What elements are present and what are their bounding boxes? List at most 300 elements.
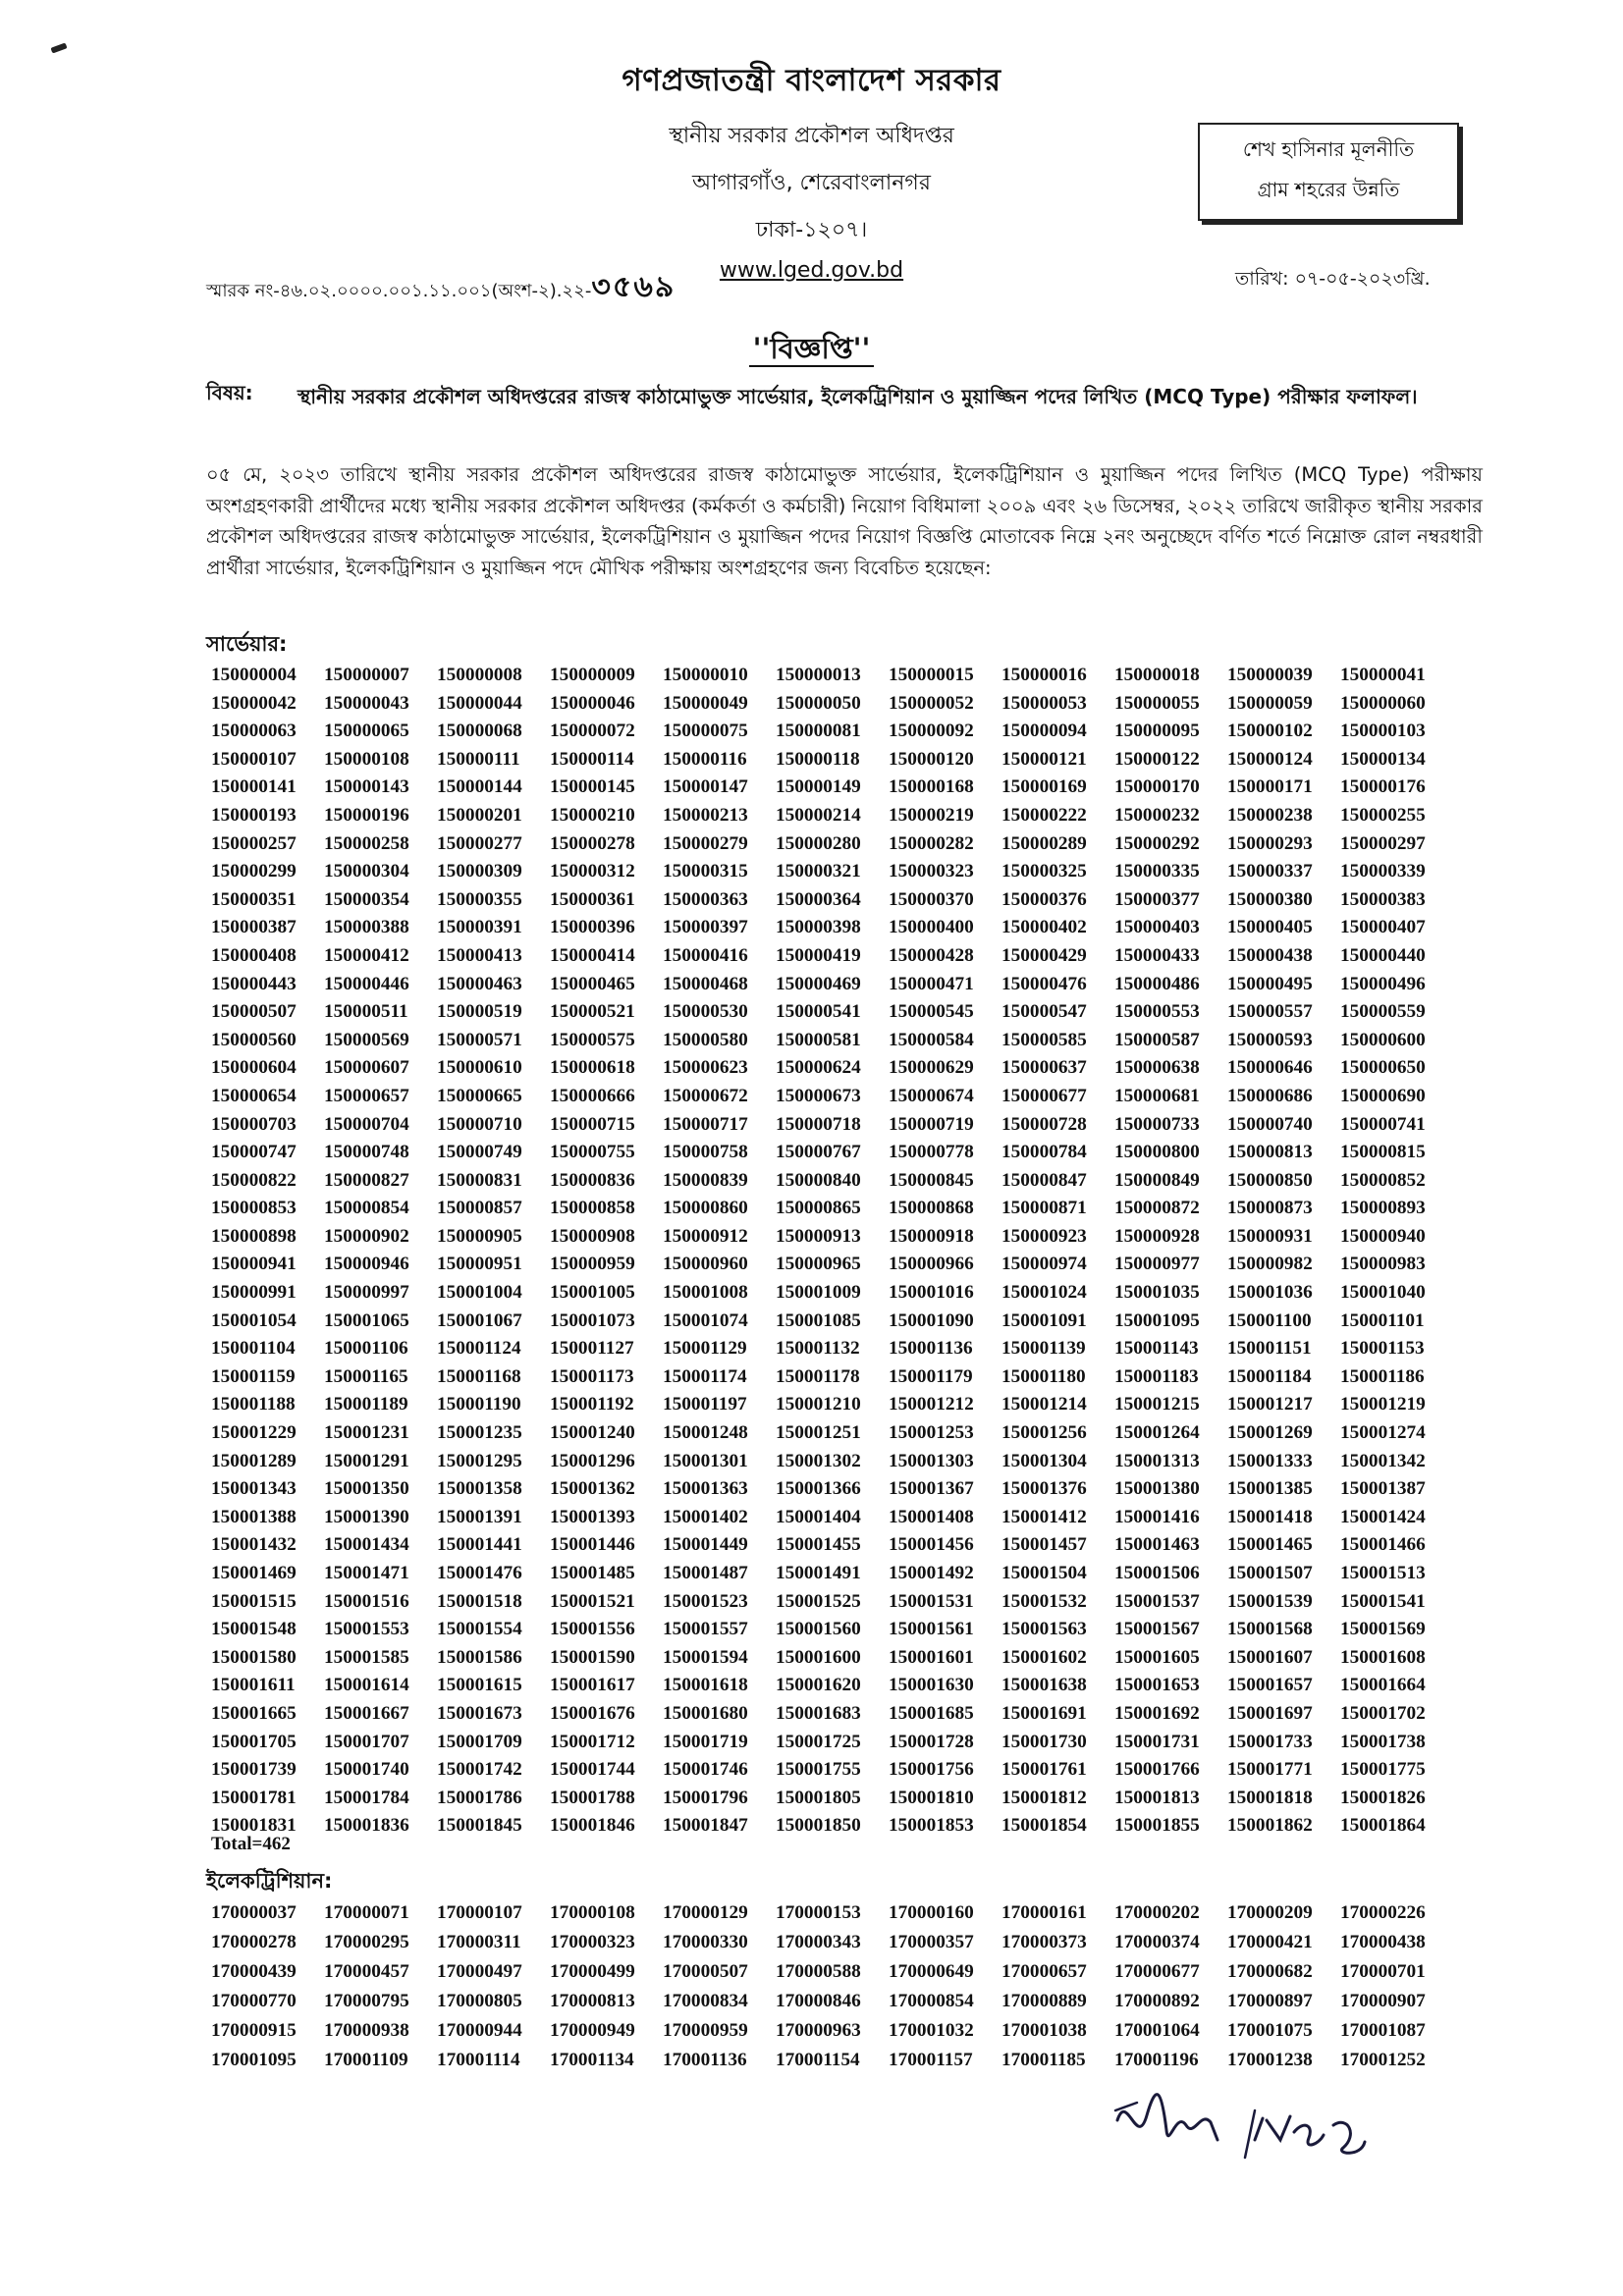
surveyor-roll-number: 150000733 [1114, 1113, 1200, 1135]
surveyor-roll-number: 150001362 [550, 1478, 635, 1500]
surveyor-roll-number: 150001301 [663, 1450, 748, 1471]
surveyor-roll-row [211, 1391, 1488, 1419]
surveyor-roll-number: 150001358 [437, 1478, 522, 1500]
surveyor-roll-number: 150000170 [1114, 776, 1200, 798]
surveyor-roll-number: 150001054 [211, 1309, 297, 1331]
surveyor-roll-number: 150000928 [1114, 1225, 1200, 1247]
surveyor-roll-number: 150000991 [211, 1282, 297, 1304]
surveyor-roll-number: 150001513 [1340, 1563, 1426, 1583]
electrician-roll-number: 170000226 [1340, 1902, 1426, 1923]
surveyor-roll-number: 150000960 [663, 1254, 748, 1275]
surveyor-roll-number: 150001506 [1114, 1563, 1200, 1583]
surveyor-roll-number: 150001180 [1001, 1365, 1086, 1387]
surveyor-roll-number: 150001683 [776, 1702, 861, 1724]
surveyor-roll-number: 150000255 [1340, 804, 1426, 826]
surveyor-roll-number: 150001614 [324, 1675, 409, 1696]
surveyor-roll-number: 150001040 [1340, 1282, 1426, 1304]
surveyor-roll-number: 150000408 [211, 944, 297, 966]
surveyor-roll-number: 150000827 [324, 1169, 409, 1191]
surveyor-roll-number: 150001168 [437, 1365, 521, 1387]
surveyor-heading: সার্ভেয়ার: [206, 632, 288, 656]
surveyor-roll-number: 150001730 [1001, 1731, 1087, 1752]
surveyor-roll-number: 150001136 [889, 1338, 973, 1360]
surveyor-roll-number: 150000072 [550, 721, 635, 742]
surveyor-roll-number: 150000321 [776, 861, 861, 882]
surveyor-roll-number: 150001457 [1001, 1534, 1087, 1556]
surveyor-roll-number: 150001746 [663, 1759, 748, 1781]
surveyor-roll-number: 150001302 [776, 1450, 861, 1471]
surveyor-roll-number: 150001818 [1227, 1787, 1313, 1808]
scan-mark [50, 42, 67, 53]
surveyor-roll-number: 150000849 [1114, 1169, 1200, 1191]
surveyor-roll-number: 150000778 [889, 1142, 974, 1163]
surveyor-roll-number: 150000413 [437, 944, 522, 966]
memo-reference [206, 263, 676, 313]
surveyor-roll-number: 150001786 [437, 1787, 522, 1808]
surveyor-roll-number: 150001165 [324, 1365, 408, 1387]
surveyor-roll-number: 150000905 [437, 1225, 522, 1247]
surveyor-roll-number: 150000412 [324, 944, 409, 966]
surveyor-roll-number: 150000476 [1001, 973, 1087, 994]
surveyor-roll-number: 150000169 [1001, 776, 1087, 798]
surveyor-roll-number: 150000530 [663, 1001, 748, 1023]
surveyor-roll-number: 150000965 [776, 1254, 861, 1275]
surveyor-roll-row [211, 1279, 1488, 1308]
surveyor-roll-number: 150000521 [550, 1001, 635, 1023]
surveyor-roll-number: 150000690 [1340, 1085, 1426, 1106]
electrician-roll-list [211, 1898, 1488, 2075]
surveyor-roll-number: 150000337 [1227, 861, 1313, 882]
surveyor-roll-number: 150000118 [776, 748, 860, 770]
surveyor-roll-row [211, 1531, 1488, 1560]
surveyor-roll-number: 150001016 [889, 1282, 974, 1304]
surveyor-roll-number: 150001568 [1227, 1619, 1313, 1640]
surveyor-roll-row [211, 1195, 1488, 1223]
surveyor-roll-number: 150000469 [776, 973, 861, 994]
electrician-roll-number: 170000311 [437, 1932, 521, 1952]
surveyor-roll-number: 150001132 [776, 1338, 860, 1360]
surveyor-roll-number: 150001556 [550, 1619, 635, 1640]
electrician-roll-number: 170000897 [1227, 1991, 1313, 2011]
electrician-roll-row [211, 1957, 1488, 1987]
surveyor-roll-number: 150001507 [1227, 1563, 1313, 1583]
electrician-roll-number: 170000959 [663, 2020, 748, 2041]
surveyor-roll-number: 150000908 [550, 1225, 635, 1247]
surveyor-roll-number: 150000681 [1114, 1085, 1200, 1106]
surveyor-roll-number: 150001471 [324, 1563, 409, 1583]
surveyor-roll-number: 150000560 [211, 1029, 297, 1050]
electrician-roll-number: 170001252 [1340, 2050, 1426, 2070]
surveyor-roll-number: 150000553 [1114, 1001, 1200, 1023]
surveyor-roll-number: 150000124 [1227, 748, 1313, 770]
surveyor-roll-number: 150000997 [324, 1282, 409, 1304]
surveyor-roll-number: 150001256 [1001, 1422, 1087, 1444]
surveyor-roll-number: 150000898 [211, 1225, 297, 1247]
surveyor-roll-number: 150000440 [1340, 944, 1426, 966]
surveyor-roll-number: 150000677 [1001, 1085, 1087, 1106]
electrician-roll-row [211, 1928, 1488, 1957]
surveyor-roll-number: 150001836 [324, 1815, 409, 1837]
surveyor-roll-number: 150001771 [1227, 1759, 1313, 1781]
surveyor-roll-number: 150000370 [889, 888, 974, 910]
surveyor-roll-row [211, 1419, 1488, 1448]
surveyor-roll-number: 150001269 [1227, 1422, 1313, 1444]
surveyor-roll-number: 150000741 [1340, 1113, 1426, 1135]
surveyor-roll-number: 150000982 [1227, 1254, 1313, 1275]
surveyor-roll-row [211, 1308, 1488, 1336]
surveyor-roll-number: 150001342 [1340, 1450, 1426, 1471]
surveyor-roll-number: 150001153 [1340, 1338, 1425, 1360]
surveyor-roll-number: 150000946 [324, 1254, 409, 1275]
surveyor-roll-number: 150001515 [211, 1590, 297, 1612]
surveyor-roll-number: 150000219 [889, 804, 974, 826]
surveyor-roll-number: 150000822 [211, 1169, 297, 1191]
surveyor-roll-number: 150001412 [1001, 1506, 1087, 1527]
surveyor-roll-number: 150000400 [889, 917, 974, 938]
electrician-roll-number: 170000963 [776, 2020, 861, 2041]
surveyor-roll-number: 150000354 [324, 888, 409, 910]
surveyor-roll-number: 150001586 [437, 1646, 522, 1668]
surveyor-roll-number: 150000134 [1340, 748, 1426, 770]
surveyor-roll-number: 150001229 [211, 1422, 297, 1444]
surveyor-roll-number: 150001248 [663, 1422, 748, 1444]
surveyor-roll-number: 150001653 [1114, 1675, 1200, 1696]
surveyor-roll-number: 150000728 [1001, 1113, 1087, 1135]
surveyor-roll-number: 150001197 [663, 1394, 747, 1415]
surveyor-roll-number: 150000013 [776, 665, 861, 685]
surveyor-roll-number: 150001600 [776, 1646, 861, 1668]
surveyor-roll-number: 150000571 [437, 1029, 522, 1050]
surveyor-roll-number: 150001416 [1114, 1506, 1200, 1527]
surveyor-roll-number: 150001854 [1001, 1815, 1087, 1837]
surveyor-roll-number: 150000902 [324, 1225, 409, 1247]
surveyor-roll-number: 150001813 [1114, 1787, 1200, 1808]
surveyor-roll-number: 150001393 [550, 1506, 635, 1527]
surveyor-roll-number: 150001531 [889, 1590, 974, 1612]
surveyor-roll-number: 150000629 [889, 1057, 974, 1079]
surveyor-roll-number: 150000873 [1227, 1198, 1313, 1219]
address-line-1: আগারগাঁও, শেরেবাংলানগর [692, 171, 931, 195]
surveyor-roll-number: 150000391 [437, 917, 522, 938]
surveyor-roll-number: 150000747 [211, 1142, 297, 1163]
surveyor-roll-row [211, 662, 1488, 690]
surveyor-roll-number: 150001697 [1227, 1702, 1313, 1724]
electrician-roll-number: 170001064 [1114, 2020, 1200, 2041]
surveyor-roll-row [211, 998, 1488, 1027]
surveyor-roll-number: 150000718 [776, 1113, 861, 1135]
surveyor-roll-number: 150000065 [324, 721, 409, 742]
electrician-roll-number: 170000944 [437, 2020, 522, 2041]
surveyor-roll-number: 150000959 [550, 1254, 635, 1275]
surveyor-roll-number: 150000396 [550, 917, 635, 938]
electrician-roll-number: 170000438 [1340, 1932, 1426, 1952]
surveyor-roll-number: 150001231 [324, 1422, 409, 1444]
surveyor-roll-number: 150000845 [889, 1169, 974, 1191]
surveyor-roll-number: 150001657 [1227, 1675, 1313, 1696]
electrician-roll-number: 170000421 [1227, 1932, 1313, 1952]
surveyor-roll-number: 150001525 [776, 1590, 861, 1612]
memo-handwritten-number: ৩৫৬৯ [591, 270, 676, 304]
electrician-roll-number: 170000915 [211, 2020, 297, 2041]
surveyor-roll-number: 150000122 [1114, 748, 1200, 770]
surveyor-roll-number: 150000355 [437, 888, 522, 910]
subject-text: স্থানীয় সরকার প্রকৌশল অধিদপ্তরের রাজস্ব কাঠামোভুক্ত সার্ভেয়ার, ইলেকট্রিশিয়ান ও মুয়াজ্জিন পদের লিখিত (MCQ Type) পরীক্ষার ফলাফল। [298, 385, 1418, 408]
surveyor-roll-number: 150000414 [550, 944, 635, 966]
surveyor-roll-number: 150001214 [1001, 1394, 1087, 1415]
surveyor-roll-number: 150000854 [324, 1198, 409, 1219]
surveyor-roll-row [211, 1812, 1488, 1841]
surveyor-roll-row [211, 1111, 1488, 1140]
handwritten-signature [1108, 2081, 1382, 2189]
surveyor-roll-number: 150000416 [663, 944, 748, 966]
surveyor-roll-row [211, 1363, 1488, 1392]
surveyor-roll-number: 150001615 [437, 1675, 522, 1696]
surveyor-roll-number: 150000103 [1340, 721, 1426, 742]
surveyor-roll-number: 150001432 [211, 1534, 297, 1556]
surveyor-roll-number: 150001665 [211, 1702, 297, 1724]
surveyor-roll-number: 150001408 [889, 1506, 974, 1527]
surveyor-roll-number: 150001491 [776, 1563, 861, 1583]
electrician-heading: ইলেকট্রিশিয়ান: [206, 1869, 333, 1893]
surveyor-roll-number: 150001235 [437, 1422, 522, 1444]
electrician-roll-number: 170001087 [1340, 2020, 1426, 2041]
surveyor-roll-number: 150000018 [1114, 665, 1200, 685]
surveyor-roll-row [211, 886, 1488, 915]
electrician-roll-number: 170000682 [1227, 1961, 1313, 1982]
surveyor-roll-number: 150001183 [1114, 1365, 1199, 1387]
electrician-roll-number: 170000588 [776, 1961, 861, 1982]
surveyor-roll-number: 150000201 [437, 804, 522, 826]
surveyor-roll-number: 150001742 [437, 1759, 522, 1781]
surveyor-roll-number: 150000141 [211, 776, 297, 798]
surveyor-roll-number: 150001210 [776, 1394, 861, 1415]
surveyor-roll-number: 150000755 [550, 1142, 635, 1163]
surveyor-roll-number: 150001605 [1114, 1646, 1200, 1668]
surveyor-roll-number: 150000638 [1114, 1057, 1200, 1079]
surveyor-roll-number: 150001388 [211, 1506, 297, 1527]
surveyor-roll-number: 150000312 [550, 861, 635, 882]
surveyor-roll-number: 150001143 [1114, 1338, 1199, 1360]
surveyor-roll-number: 150001692 [1114, 1702, 1200, 1724]
electrician-roll-number: 170000770 [211, 1991, 297, 2011]
surveyor-roll-number: 150000860 [663, 1198, 748, 1219]
surveyor-roll-number: 150000095 [1114, 721, 1200, 742]
surveyor-roll-number: 150000325 [1001, 861, 1087, 882]
surveyor-roll-number: 150000041 [1340, 665, 1426, 685]
electrician-roll-number: 170001038 [1001, 2020, 1087, 2041]
surveyor-roll-number: 150001845 [437, 1815, 522, 1837]
surveyor-roll-number: 150000039 [1227, 665, 1313, 685]
electrician-roll-number: 170000846 [776, 1991, 861, 2011]
surveyor-roll-number: 150000419 [776, 944, 861, 966]
surveyor-roll-number: 150000007 [324, 665, 409, 685]
surveyor-roll-number: 150001761 [1001, 1759, 1087, 1781]
surveyor-roll-number: 150001709 [437, 1731, 522, 1752]
surveyor-roll-number: 150001380 [1114, 1478, 1200, 1500]
surveyor-roll-number: 150001465 [1227, 1534, 1313, 1556]
electrician-roll-number: 170000507 [663, 1961, 748, 1982]
surveyor-roll-number: 150001240 [550, 1422, 635, 1444]
electrician-roll-number: 170000834 [663, 1991, 748, 2011]
surveyor-roll-number: 150001085 [776, 1309, 861, 1331]
electrician-roll-number: 170001196 [1114, 2050, 1199, 2070]
electrician-roll-number: 170001109 [324, 2050, 408, 2070]
surveyor-roll-number: 150001189 [324, 1394, 408, 1415]
surveyor-roll-row [211, 1251, 1488, 1279]
surveyor-roll-number: 150000046 [550, 692, 635, 714]
surveyor-roll-number: 150000053 [1001, 692, 1087, 714]
surveyor-roll-number: 150001796 [663, 1787, 748, 1808]
surveyor-roll-number: 150001601 [889, 1646, 974, 1668]
surveyor-roll-number: 150000623 [663, 1057, 748, 1079]
surveyor-roll-number: 150001333 [1227, 1450, 1313, 1471]
surveyor-roll-number: 150001691 [1001, 1702, 1087, 1724]
surveyor-roll-number: 150001219 [1340, 1394, 1426, 1415]
surveyor-roll-number: 150000607 [324, 1057, 409, 1079]
surveyor-roll-number: 150000232 [1114, 804, 1200, 826]
surveyor-roll-number: 150001456 [889, 1534, 974, 1556]
surveyor-roll-row [211, 774, 1488, 802]
surveyor-roll-number: 150000428 [889, 944, 974, 966]
surveyor-roll-number: 150001864 [1340, 1815, 1426, 1837]
surveyor-roll-number: 150000836 [550, 1169, 635, 1191]
surveyor-roll-number: 150001008 [663, 1282, 748, 1304]
surveyor-roll-number: 150000654 [211, 1085, 297, 1106]
address-line-2: ঢাকা-১২০৭। [755, 218, 868, 242]
surveyor-roll-number: 150000042 [211, 692, 297, 714]
surveyor-roll-number: 150000604 [211, 1057, 297, 1079]
issue-date: তারিখ: ০৭-০৫-২০২৩খ্রি. [1235, 268, 1431, 290]
surveyor-roll-number: 150000304 [324, 861, 409, 882]
surveyor-roll-number: 150000279 [663, 832, 748, 854]
motto-line-2: গ্রাম শহরের উন্নতি [1257, 178, 1400, 201]
surveyor-roll-number: 150000850 [1227, 1169, 1313, 1191]
surveyor-roll-number: 150000075 [663, 721, 748, 742]
surveyor-roll-number: 150001296 [550, 1450, 635, 1471]
surveyor-roll-row [211, 1335, 1488, 1363]
surveyor-roll-number: 150000519 [437, 1001, 522, 1023]
surveyor-roll-number: 150000405 [1227, 917, 1313, 938]
surveyor-roll-number: 150001580 [211, 1646, 297, 1668]
surveyor-roll-number: 150001664 [1340, 1675, 1426, 1696]
surveyor-roll-number: 150000433 [1114, 944, 1200, 966]
surveyor-roll-number: 150001553 [324, 1619, 409, 1640]
surveyor-roll-number: 150000364 [776, 888, 861, 910]
surveyor-roll-number: 150001253 [889, 1422, 974, 1444]
surveyor-roll-number: 150000299 [211, 861, 297, 882]
surveyor-roll-number: 150001466 [1340, 1534, 1426, 1556]
electrician-roll-number: 170000677 [1114, 1961, 1200, 1982]
surveyor-roll-number: 150000363 [663, 888, 748, 910]
surveyor-roll-number: 150000672 [663, 1085, 748, 1106]
electrician-roll-number: 170000499 [550, 1961, 635, 1982]
surveyor-roll-number: 150000407 [1340, 917, 1426, 938]
electrician-roll-number: 170000343 [776, 1932, 861, 1952]
electrician-roll-number: 170001157 [889, 2050, 973, 2070]
website-link[interactable]: www.lged.gov.bd [719, 258, 904, 283]
surveyor-roll-number: 150001738 [1340, 1731, 1426, 1752]
surveyor-roll-number: 150001391 [437, 1506, 522, 1527]
surveyor-roll-number: 150000351 [211, 888, 297, 910]
surveyor-roll-number: 150001404 [776, 1506, 861, 1527]
surveyor-roll-number: 150000557 [1227, 1001, 1313, 1023]
surveyor-roll-number: 150001469 [211, 1563, 297, 1583]
surveyor-roll-row [211, 1672, 1488, 1700]
surveyor-roll-number: 150001188 [211, 1394, 296, 1415]
surveyor-roll-number: 150001304 [1001, 1450, 1087, 1471]
surveyor-roll-number: 150000650 [1340, 1057, 1426, 1079]
surveyor-roll-number: 150001775 [1340, 1759, 1426, 1781]
surveyor-roll-number: 150000865 [776, 1198, 861, 1219]
surveyor-roll-number: 150001608 [1340, 1646, 1426, 1668]
surveyor-roll-number: 150000872 [1114, 1198, 1200, 1219]
surveyor-roll-number: 150000292 [1114, 832, 1200, 854]
surveyor-roll-number: 150000004 [211, 665, 297, 685]
surveyor-roll-number: 150001179 [889, 1365, 973, 1387]
surveyor-roll-number: 150000044 [437, 692, 522, 714]
surveyor-roll-number: 150000176 [1340, 776, 1426, 798]
surveyor-roll-number: 150001733 [1227, 1731, 1313, 1752]
surveyor-roll-number: 150001343 [211, 1478, 297, 1500]
surveyor-roll-number: 150001548 [211, 1619, 297, 1640]
surveyor-roll-number: 150000581 [776, 1029, 861, 1050]
surveyor-roll-number: 150001366 [776, 1478, 861, 1500]
surveyor-roll-number: 150000715 [550, 1113, 635, 1135]
surveyor-roll-number: 150001449 [663, 1534, 748, 1556]
surveyor-roll-number: 150000008 [437, 665, 522, 685]
electrician-roll-number: 170001238 [1227, 2050, 1313, 2070]
electrician-roll-row [211, 2016, 1488, 2046]
surveyor-roll-number: 150000740 [1227, 1113, 1313, 1135]
surveyor-roll-row [211, 1785, 1488, 1813]
surveyor-roll-number: 150001620 [776, 1675, 861, 1696]
surveyor-roll-number: 150000010 [663, 665, 748, 685]
surveyor-roll-number: 150001376 [1001, 1478, 1087, 1500]
surveyor-roll-number: 150001129 [663, 1338, 747, 1360]
surveyor-roll-number: 150000674 [889, 1085, 974, 1106]
surveyor-roll-number: 150000116 [663, 748, 747, 770]
surveyor-roll-number: 150000575 [550, 1029, 635, 1050]
surveyor-roll-number: 150001667 [324, 1702, 409, 1724]
surveyor-roll-number: 150001560 [776, 1619, 861, 1640]
surveyor-roll-number: 150001106 [324, 1338, 408, 1360]
surveyor-roll-number: 150000941 [211, 1254, 297, 1275]
surveyor-roll-number: 150000016 [1001, 665, 1087, 685]
surveyor-roll-number: 150001173 [550, 1365, 634, 1387]
surveyor-roll-number: 150000637 [1001, 1057, 1087, 1079]
surveyor-roll-number: 150001607 [1227, 1646, 1313, 1668]
surveyor-roll-number: 150000438 [1227, 944, 1313, 966]
surveyor-roll-row [211, 1504, 1488, 1532]
electrician-roll-number: 170000657 [1001, 1961, 1087, 1982]
surveyor-roll-number: 150000193 [211, 804, 297, 826]
surveyor-roll-number: 150000610 [437, 1057, 522, 1079]
electrician-roll-number: 170000071 [324, 1902, 409, 1923]
surveyor-roll-number: 150000446 [324, 973, 409, 994]
surveyor-roll-number: 150001862 [1227, 1815, 1313, 1837]
surveyor-roll-number: 150001367 [889, 1478, 974, 1500]
surveyor-roll-number: 150000703 [211, 1113, 297, 1135]
surveyor-roll-number: 150000213 [663, 804, 748, 826]
surveyor-roll-row [211, 830, 1488, 859]
surveyor-roll-row [211, 858, 1488, 886]
surveyor-roll-number: 150000486 [1114, 973, 1200, 994]
electrician-roll-number: 170000805 [437, 1991, 522, 2011]
electrician-roll-number: 170001075 [1227, 2020, 1313, 2041]
surveyor-roll-number: 150001680 [663, 1702, 748, 1724]
surveyor-roll-row [211, 1054, 1488, 1083]
electrician-roll-number: 170000153 [776, 1902, 861, 1923]
